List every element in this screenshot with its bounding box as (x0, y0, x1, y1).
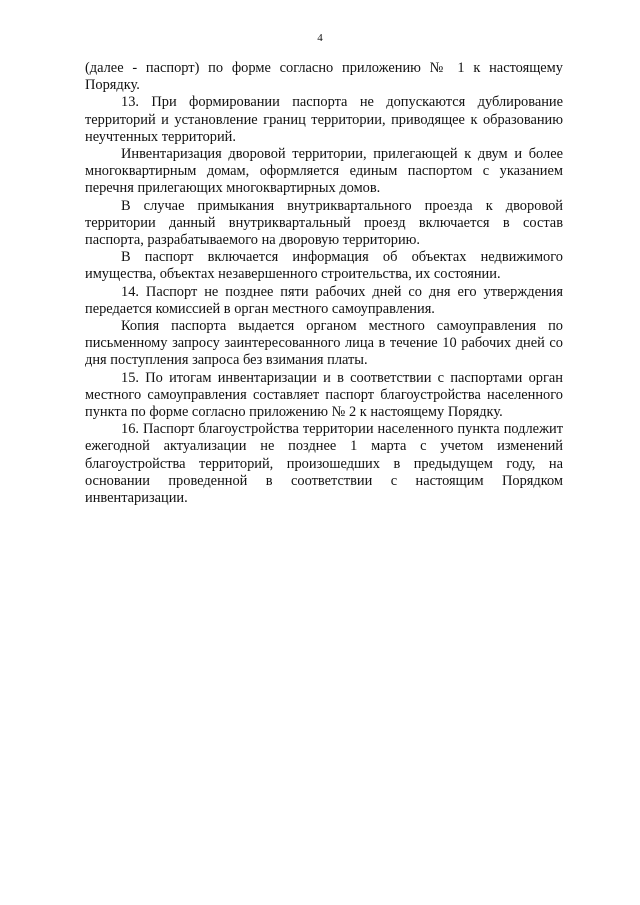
paragraph-passport-copy: Копия паспорта выдается органом местного самоуправления по письменному запросу заинтересованного лица в течение 10 рабочих дней со дня поступления запроса без взимания платы. (85, 318, 563, 369)
paragraph-14: 14. Паспорт не позднее пяти рабочих дней со дня его утверждения передается комиссией в орган местного самоуправления. (85, 283, 563, 317)
document-body (85, 60, 563, 507)
paragraph-13: 13. При формировании паспорта не допускаются дублирование территорий и установление границ территории, приводящее к образованию неучтенных территорий. (85, 94, 563, 145)
paragraph-inventory-courtyard: Инвентаризация дворовой территории, прилегающей к двум и более многоквартирным домам, оформляется единым паспортом с указанием перечня прилегающих многоквартирных домов. (85, 146, 563, 197)
paragraph-15: 15. По итогам инвентаризации и в соответствии с паспортами орган местного самоуправления составляет паспорт благоустройства населенного пункта по форме согласно приложению № 2 к настоящему Порядку. (85, 369, 563, 421)
paragraph-passport-contents: В паспорт включается информация об объектах недвижимого имущества, объектах незавершенного строительства, их состоянии. (85, 249, 563, 283)
page-number: 4 (317, 32, 323, 44)
paragraph-16: 16. Паспорт благоустройства территории населенного пункта подлежит ежегодной актуализации не позднее 1 марта с учетом изменений благоустройства территорий, произошедших в предыдущем году, на основании проведенной в соответствии с настоящим Порядком инвентаризации. (85, 421, 563, 507)
paragraph-inner-block-driveway: В случае примыкания внутриквартального проезда к дворовой территории данный внутриквартальный проезд включается в состав паспорта, разрабатываемого на дворовую территорию. (85, 197, 563, 249)
paragraph-continuation: (далее - паспорт) по форме согласно приложению № 1 к настоящему Порядку. (85, 60, 563, 94)
